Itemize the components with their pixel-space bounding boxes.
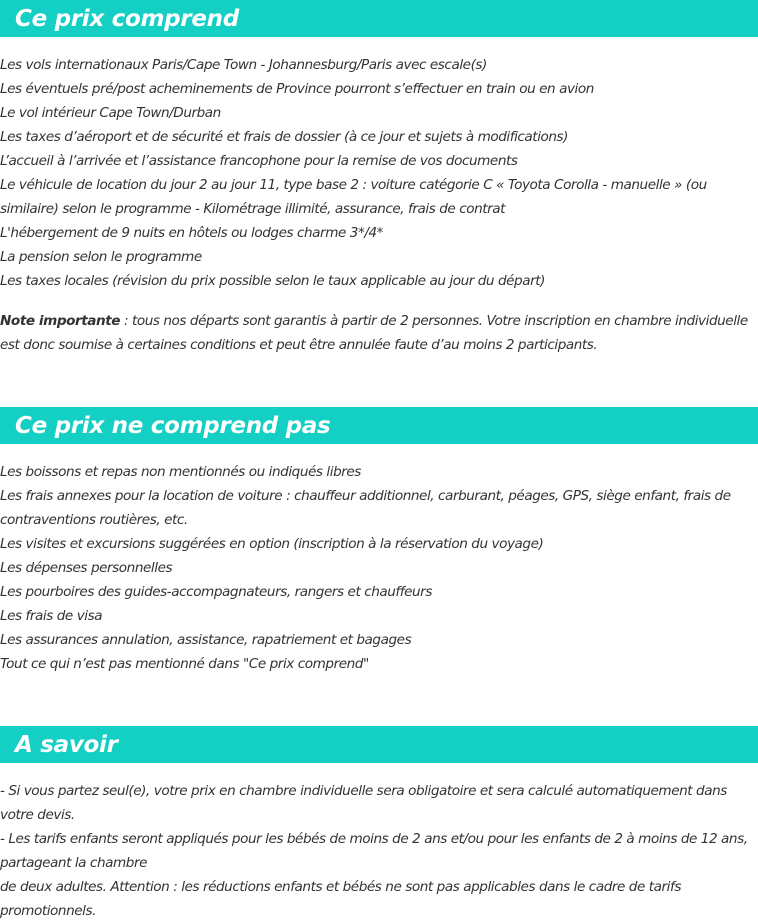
list-item: - Les tarifs enfants seront appliqués pour les bébés de moins de 2 ans et/ou pour les enfants de 2 à moins de 12 ans, partageant la chambre <box>0 831 748 871</box>
list-item: L'hébergement de 9 nuits en hôtels ou lodges charme 3*/4* <box>0 225 383 241</box>
list-item: L’accueil à l’arrivée et l’assistance francophone pour la remise de vos documents <box>0 153 518 169</box>
list-item: Les assurances annulation, assistance, rapatriement et bagages <box>0 632 412 648</box>
section-good-to-know <box>0 726 758 923</box>
section-not-included <box>0 407 758 676</box>
list-item: Les boissons et repas non mentionnés ou indiqués libres <box>0 464 361 480</box>
list-item: Tout ce qui n’est pas mentionné dans "Ce prix comprend" <box>0 656 369 672</box>
list-item: Les visites et excursions suggérées en option (inscription à la réservation du voyage) <box>0 536 544 552</box>
list-item: de deux adultes. Attention : les réductions enfants et bébés ne sont pas applicables dans le cadre de tarifs promotionnels. <box>0 879 681 919</box>
section-included <box>0 0 758 357</box>
section-header-included <box>0 0 758 37</box>
list-item: Les taxes locales (révision du prix possible selon le taux applicable au jour du départ) <box>0 273 545 289</box>
included-list <box>0 37 758 293</box>
list-item: Les dépenses personnelles <box>0 560 173 576</box>
list-item: - Si vous partez seul(e), votre prix en chambre individuelle sera obligatoire et sera calculé automatiquement dans votre devis. <box>0 783 727 823</box>
list-item: Les pourboires des guides-accompagnateurs, rangers et chauffeurs <box>0 584 432 600</box>
list-item: Les éventuels pré/post acheminements de Province pourront s’effectuer en train ou en avion <box>0 81 594 97</box>
good-to-know-list <box>0 763 758 923</box>
not-included-list <box>0 444 758 676</box>
list-item: La pension selon le programme <box>0 249 202 265</box>
section-header-not-included <box>0 407 758 444</box>
section-header-good-to-know <box>0 726 758 763</box>
important-note <box>0 293 758 357</box>
list-item: Les frais de visa <box>0 608 103 624</box>
list-item: Les vols internationaux Paris/Cape Town - Johannesburg/Paris avec escale(s) <box>0 57 487 73</box>
list-item: Le vol intérieur Cape Town/Durban <box>0 105 221 121</box>
list-item: Le véhicule de location du jour 2 au jour 11, type base 2 : voiture catégorie C « Toyota Corolla - manuelle » (ou similaire) selon le programme - Kilométrage illimité, assurance, frais de contrat <box>0 177 707 217</box>
note-text: : tous nos départs sont garantis à partir de 2 personnes. Votre inscription en chambre individuelle est donc soumise à certaines conditions et peut être annulée faute d’au moins 2 participants. <box>0 313 748 353</box>
note-label: Note importante <box>0 313 121 329</box>
list-item: Les frais annexes pour la location de voiture : chauffeur additionnel, carburant, péages, GPS, siège enfant, frais de contraventions routières, etc. <box>0 488 731 528</box>
section-title: A savoir <box>15 731 118 758</box>
section-title: Ce prix comprend <box>15 5 239 32</box>
list-item: Les taxes d’aéroport et de sécurité et frais de dossier (à ce jour et sujets à modifications) <box>0 129 569 145</box>
section-title: Ce prix ne comprend pas <box>15 412 331 439</box>
